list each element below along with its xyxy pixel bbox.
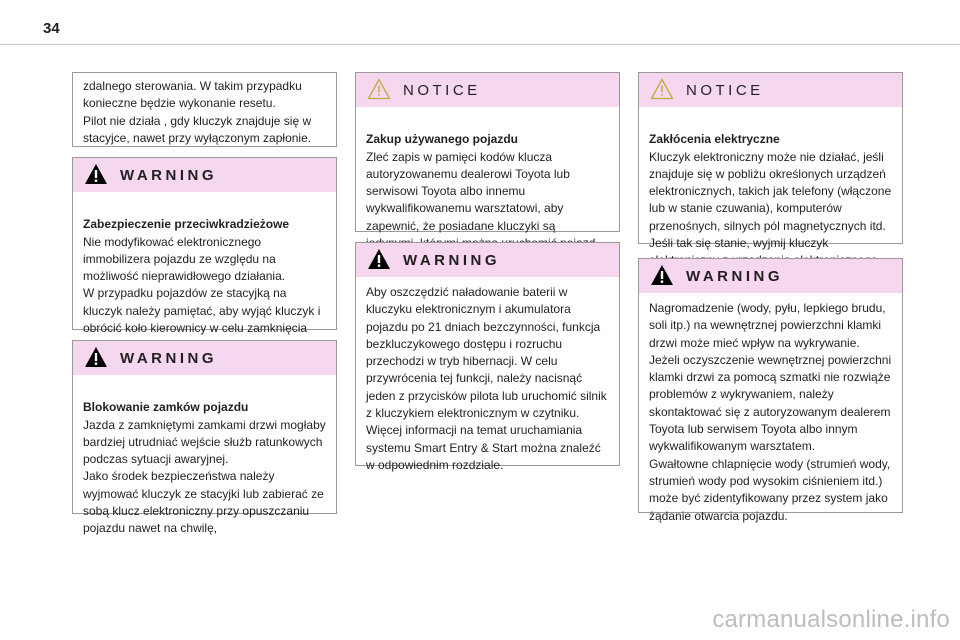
notice-box-interference [638,72,903,251]
notice-text: Kluczyk elektroniczny może nie działać, jeśli znajduje się w pobliżu określonych urządzeń elektronicznych, takich jak telefony (włączone lub w stanie czuwania), komputerów przenośnych, silnych pól magnetycznych itd. Jeśli tak się stanie, wyjmij kluczyk [649,149,892,251]
warning-subtitle: Blokowanie zamków pojazdu [83,400,249,415]
warning-triangle-icon [367,248,391,270]
continuation-box [72,72,337,147]
warning-triangle-icon [650,264,674,286]
warning-text: Aby oszczędzić naładowanie baterii w kluczyku elektronicznym i akumulatora pojazdu po 21 dniach bezczynności, funkcja bezkluczykowego dostępu i rozruchu przechodzi w tryb hibernacji. W celu przywrócenia tej funkcji, należy nacisnąć jeden z przycisków pilota lub uruchomić silnik z kluczykiem elektronicznym w czytniku. Więcej informacji na temat uruchamiania systemu Smart Entry & Start można znaleźć w odpowiednim rozdziale. [366,285,607,472]
warning-triangle-icon [84,346,108,368]
notice-triangle-icon [650,78,674,100]
notice-label: NOTICE [686,82,764,99]
warning-label: WARNING [120,350,217,367]
warning-text: Nie modyfikować elektronicznego immobilizera pojazdu ze względu na możliwość nieprawidłowego działania. W przypadku pojazdów ze stacyjką na kluczyk należy pamiętać, aby wyjąć kluczyk i obrócić koło kierownicy w celu zamknięcia [83,234,321,336]
notice-label: NOTICE [403,82,481,99]
notice-text: Zleć zapis w pamięci kodów klucza autoryzowanemu dealerowi Toyota lub serwisowi Toyota albo innemu wykwalifikowanemu warsztatowi, aby zapewnić, że posiadane kluczyki są [366,149,570,233]
notice-box-used-vehicle [355,72,620,232]
warning-box-immobilizer [72,157,337,336]
warning-box-battery [355,242,620,472]
notice-header [639,73,902,107]
notice-triangle-icon [367,78,391,100]
warning-box-door-handle [638,258,903,523]
notice-subtitle: Zakup używanego pojazdu [366,132,519,147]
warning-label: WARNING [403,252,500,269]
warning-header [73,158,336,192]
warning-subtitle: Zabezpieczenie przeciwkradzieżowe [83,217,290,232]
warning-text: Nagromadzenie (wody, pyłu, lepkiego brudu, soli itp.) na wewnętrznej powierzchni klamki drzwi może mieć wpływ na wykrywanie. Jeżeli oczyszczenie wewnętrznej powierzchni klamki drzwi za pomocą szmatki nie rozwiąże problemów z wykrywaniem, należy skontaktować się z autoryzowanym dealerem Toyota lub serwisem Toyota albo innym wykwalifikowanym warsztatem. Gwałtowne chlapnięcie wody (strumień wody, strumień wody pod wysokim ciśnieniem itd.) może być zidentyfikowany przez system jako żądanie otwarcia pojazdu. [649,301,892,523]
warning-text: Jazda z zamkniętymi zamkami drzwi mogłaby bardziej utrudniać wejście służb ratunkowych podczas sytuacji awaryjnej. Jako środek bezpieczeństwa należy wyjmować kluczyk ze stacyjki lub zabierać ze sobą klucz elektroniczny przy opuszczaniu pojazdu nawet na chwilę, [83,417,326,536]
warning-label: WARNING [120,167,217,184]
warning-triangle-icon [84,163,108,185]
notice-header [356,73,619,107]
warning-label: WARNING [686,268,783,285]
continuation-text: zdalnego sterowania. W takim przypadku konieczne będzie wykonanie resetu. Pilot nie działa , gdy kluczyk znajduje się w stacyjce, nawet przy wyłączonym zapłonie. [83,79,312,145]
notice-subtitle: Zakłócenia elektryczne [649,132,780,147]
watermark: carmanualsonline.info [712,606,950,633]
page-number: 34 [43,20,60,37]
header-divider [0,44,960,45]
warning-header [73,341,336,375]
warning-header [356,243,619,277]
warning-header [639,259,902,293]
warning-box-door-locks [72,340,337,536]
